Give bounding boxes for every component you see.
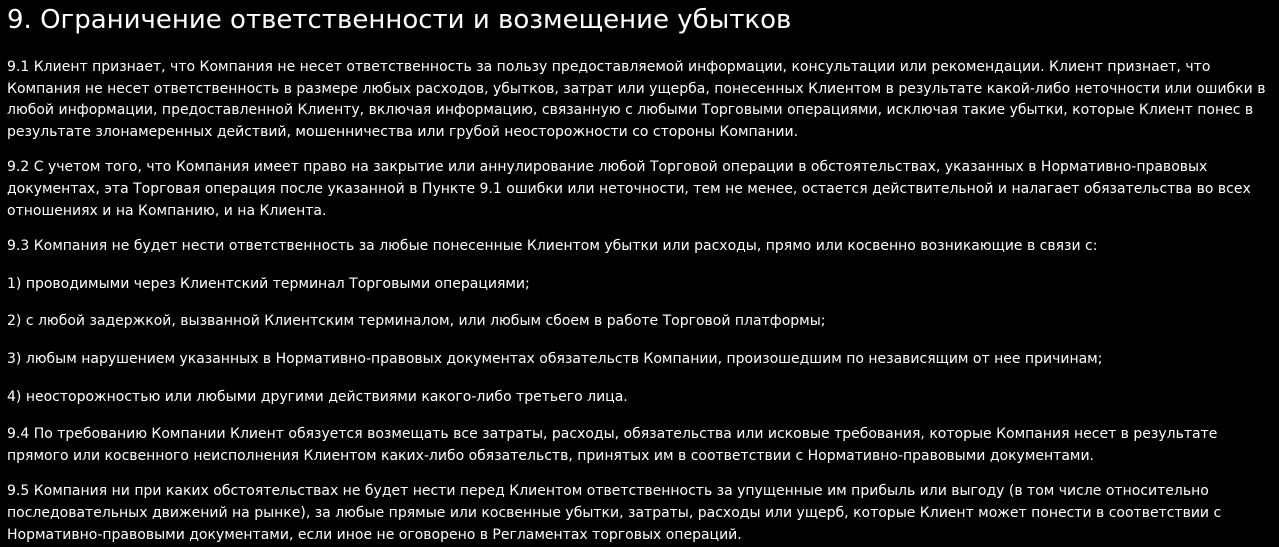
section-body (7, 57, 1275, 546)
list-item-2: 2) с любой задержкой, вызванной Клиентским терминалом, или любым сбоем в работе Торговой платформы; (7, 313, 826, 330)
list-item-3: 3) любым нарушением указанных в Нормативно-правовых документах обязательств Компании, произошедшим по независящим от нее причинам; (7, 350, 1103, 367)
section-title: 9. Ограничение ответственности и возмещение убытков (7, 5, 792, 35)
paragraph-9-2: 9.2 С учетом того, что Компания имеет право на закрытие или аннулирование любой Торговой операции в обстоятельствах, указанных в Нормативно-правовых документах, эта Торговая операция после указанной в Пункте 9.1 ошибки или неточности, тем не менее, остается действительной и налагает обязательства во всех отношениях и на Компанию, и на Клиента. (7, 159, 1251, 219)
list-item-4: 4) неосторожностью или любыми другими действиями какого-либо третьего лица. (7, 388, 628, 405)
paragraph-9-4: 9.4 По требованию Компании Клиент обязуется возмещать все затраты, расходы, обязательства или исковые требования, которые Компания несет в результате прямого или косвенного неисполнения Клиентом каких-либо обязательств, принятых им в соответствии с Нормативно-правовыми документами. (7, 426, 1218, 464)
paragraph-9-5: 9.5 Компания ни при каких обстоятельствах не будет нести перед Клиентом ответственность за упущенные им прибыль или выгоду (в том числе относительно последовательных движений на рынке), за любые прямые или косвенные убытки, затраты, расходы или ущерб, которые Клиент может понести в соответствии с Нормативно-правовыми документами, если иное не оговорено в Регламентах торговых операций. (7, 483, 1222, 543)
list-item-1: 1) проводимыми через Клиентский терминал Торговыми операциями; (7, 275, 530, 292)
paragraph-9-1: 9.1 Клиент признает, что Компания не несет ответственность за пользу предоставляемой информации, консультации или рекомендации. Клиент признает, что Компания не несет ответственность в размере любых расходов, убытков, затрат или ущерба, понесенных Клиентом в результате какой-либо неточности или ошибки в любой информации, предоставленной Клиенту, включая информацию, связанную с любыми Торговыми операциями, исключая такие убытки, которые Клиент понес в результате злонамеренных действий, мошенничества или грубой неосторожности со стороны Компании. (7, 59, 1266, 140)
paragraph-9-3: 9.3 Компания не будет нести ответственность за любые понесенные Клиентом убытки или расходы, прямо или косвенно возникающие в связи с: (7, 238, 1098, 255)
